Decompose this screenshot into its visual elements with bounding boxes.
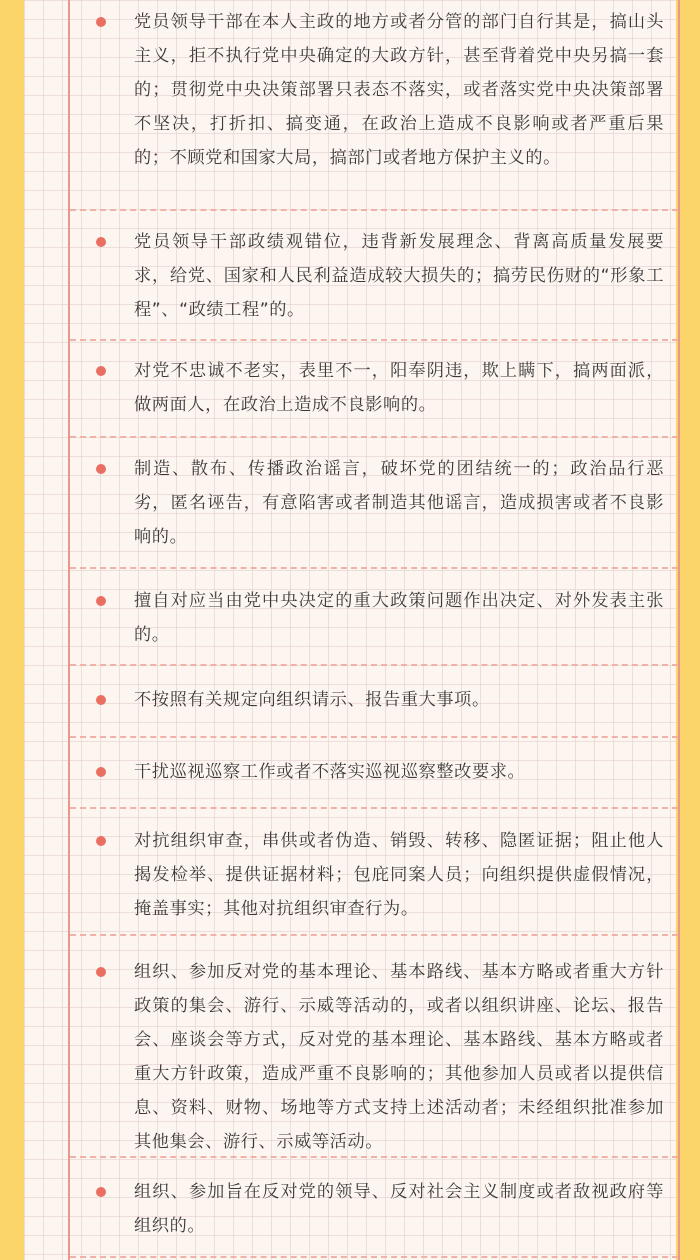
bullet-icon	[96, 967, 106, 977]
grid-paper	[24, 0, 676, 1260]
dashed-divider	[70, 1156, 678, 1158]
dashed-divider	[70, 934, 678, 936]
bullet-icon	[96, 464, 106, 474]
item-text: 不按照有关规定向组织请示、报告重大事项。	[134, 690, 490, 710]
dashed-divider	[70, 209, 678, 211]
item-text: 组织、参加旨在反对党的领导、反对社会主义制度或者敌视政府等组织的。	[134, 1182, 664, 1236]
bullet-icon	[96, 366, 106, 376]
bullet-icon	[96, 767, 106, 777]
item-text: 党员领导干部在本人主政的地方或者分管的部门自行其是，搞山头主义，拒不执行党中央确定的大政方针，甚至背着党中央另搞一套的；贯彻党中央决策部署只表态不落实，或者落实党中央决策部署不坚决，打折扣、搞变通，在政治上造成不良影响或者严重后果的；不顾党和国家大局，搞部门或者地方保护主义的。	[134, 12, 664, 168]
dashed-divider	[70, 664, 678, 666]
item-text: 党员领导干部政绩观错位，违背新发展理念、背离高质量发展要求，给党、国家和人民利益造成较大损失的；搞劳民伤财的“形象工程”、“政绩工程”的。	[134, 232, 664, 320]
bullet-icon	[96, 596, 106, 606]
dashed-divider	[70, 339, 678, 341]
bullet-icon	[96, 695, 106, 705]
right-margin-line	[678, 0, 680, 1260]
bullet-icon	[96, 17, 106, 27]
bullet-icon	[96, 836, 106, 846]
item-text: 干扰巡视巡察工作或者不落实巡视巡察整改要求。	[134, 762, 526, 782]
dashed-divider	[70, 736, 678, 738]
left-margin-line	[68, 0, 70, 1260]
item-text: 对党不忠诚不老实，表里不一，阳奉阴违，欺上瞒下，搞两面派，做两面人，在政治上造成不良影响的。	[134, 361, 664, 415]
item-text: 制造、散布、传播政治谣言，破坏党的团结统一的；政治品行恶劣，匿名诬告，有意陷害或者制造其他谣言，造成损害或者不良影响的。	[134, 459, 664, 547]
item-text: 对抗组织审查，串供或者伪造、销毁、转移、隐匿证据；阻止他人揭发检举、提供证据材料；包庇同案人员；向组织提供虚假情况，掩盖事实；其他对抗组织审查行为。	[134, 831, 664, 919]
bullet-icon	[96, 1187, 106, 1197]
item-text: 擅自对应当由党中央决定的重大政策问题作出决定、对外发表主张的。	[134, 591, 664, 645]
dashed-divider	[70, 1256, 678, 1258]
dashed-divider	[70, 436, 678, 438]
bullet-icon	[96, 237, 106, 247]
dashed-divider	[70, 567, 678, 569]
item-text: 组织、参加反对党的基本理论、基本路线、基本方略或者重大方针政策的集会、游行、示威等活动的，或者以组织讲座、论坛、报告会、座谈会等方式，反对党的基本理论、基本路线、基本方略或者重大方针政策，造成严重不良影响的；其他参加人员或者以提供信息、资料、财物、场地等方式支持上述活动者；未经组织批准参加其他集会、游行、示威等活动。	[134, 962, 664, 1152]
dashed-divider	[70, 807, 678, 809]
